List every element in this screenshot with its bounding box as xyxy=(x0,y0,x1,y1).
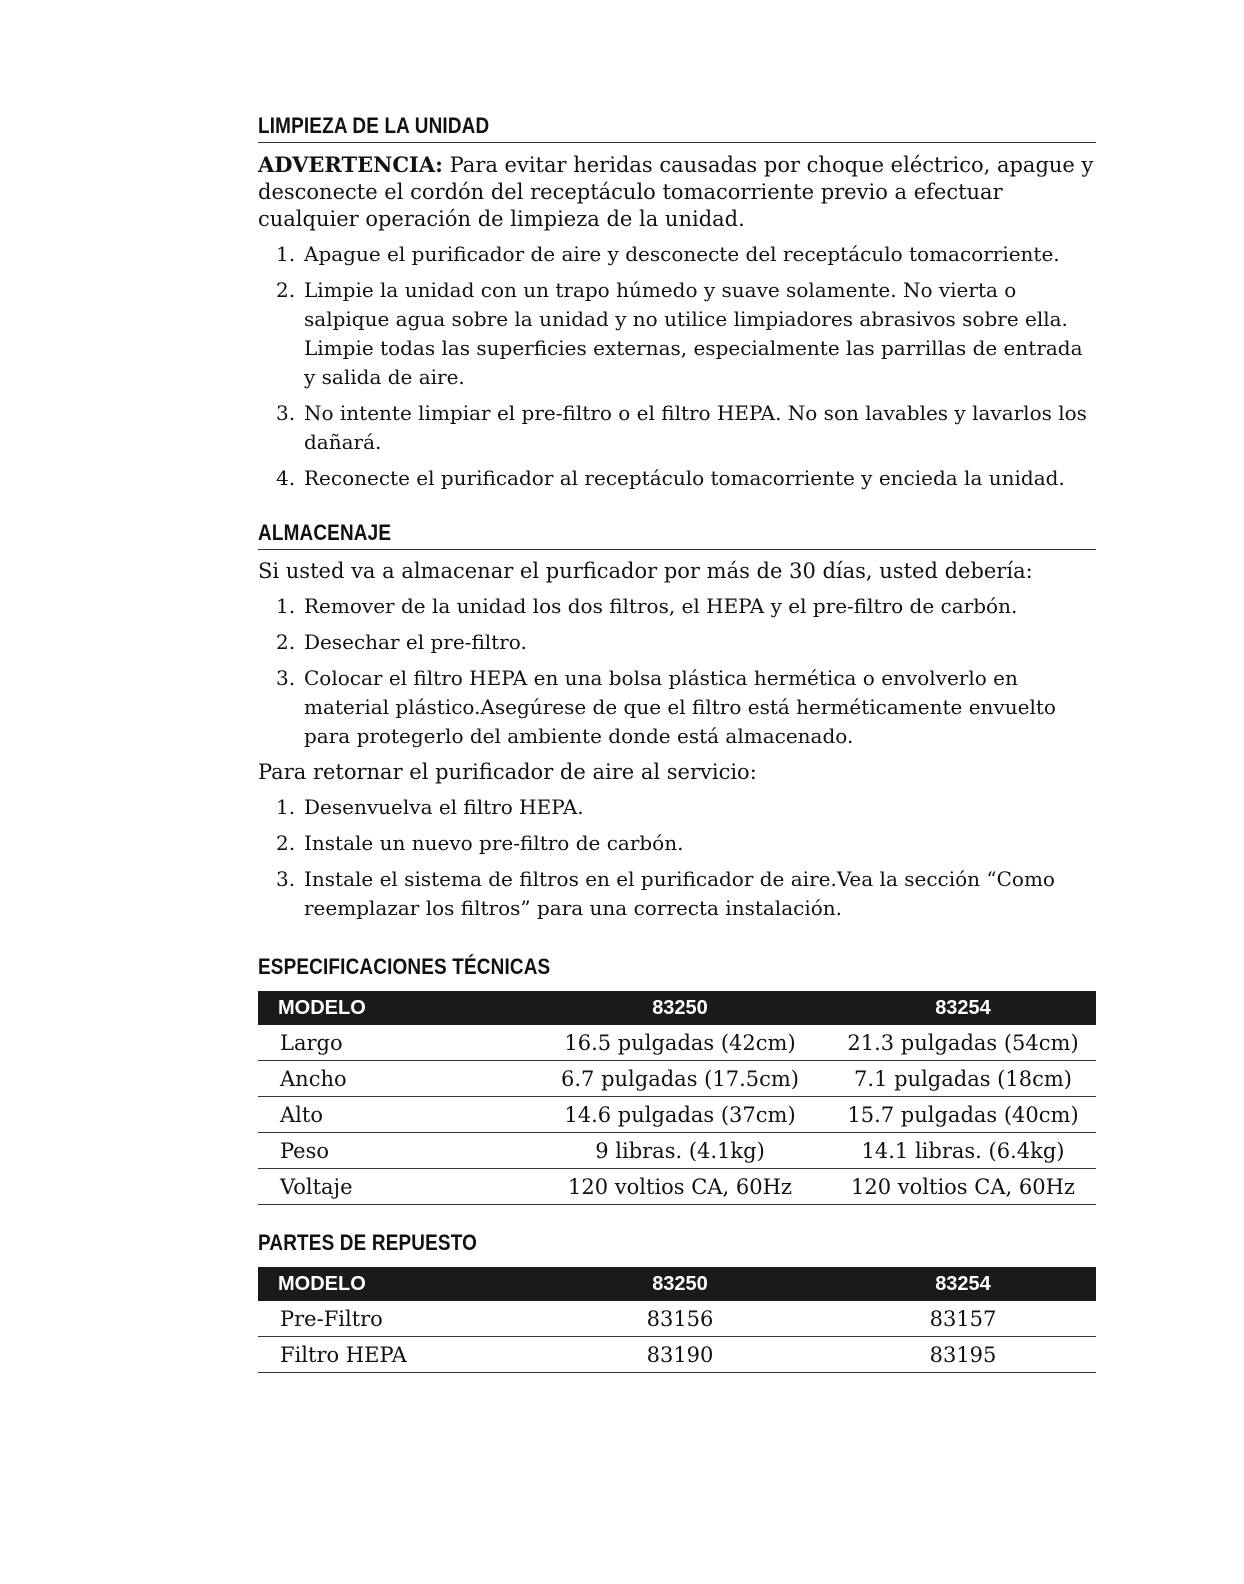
column-header: MODELO xyxy=(278,1272,366,1295)
table-row xyxy=(258,1061,1096,1097)
warning-paragraph xyxy=(258,151,1096,233)
storage-intro: Si usted va a almacenar el purficador por más de 30 días, usted debería: xyxy=(258,559,1033,583)
list-item xyxy=(258,399,1096,457)
table-cell: Alto xyxy=(258,1097,530,1133)
table-cell: Pre-Filtro xyxy=(258,1301,530,1337)
step-text: Apague el purificador de aire y desconecte del receptáculo tomacorriente. xyxy=(304,242,1060,266)
parts-heading: PARTES DE REPUESTO xyxy=(258,1230,477,1255)
table-cell: 14.6 pulgadas (37cm) xyxy=(530,1097,830,1133)
table-cell: 83156 xyxy=(530,1301,830,1337)
table-row xyxy=(258,1337,1096,1373)
cleaning-section xyxy=(258,112,1096,493)
table-cell: 120 voltios CA, 60Hz xyxy=(530,1169,830,1205)
divider xyxy=(258,142,1096,143)
step-text: Instale un nuevo pre-filtro de carbón. xyxy=(304,831,684,855)
column-header: 83250 xyxy=(652,1272,708,1295)
list-item xyxy=(258,628,1096,657)
table-cell: 6.7 pulgadas (17.5cm) xyxy=(530,1061,830,1097)
table-row xyxy=(258,1169,1096,1205)
list-item xyxy=(258,464,1096,493)
table-cell: Largo xyxy=(258,1025,530,1061)
table-row xyxy=(258,1025,1096,1061)
table-header-row xyxy=(258,991,1096,1025)
step-text: Desechar el pre-filtro. xyxy=(304,630,527,654)
table-cell: Peso xyxy=(258,1133,530,1169)
table-cell: 16.5 pulgadas (42cm) xyxy=(530,1025,830,1061)
step-number: 3. xyxy=(276,401,296,425)
table-cell: 83190 xyxy=(530,1337,830,1373)
table-cell: 120 voltios CA, 60Hz xyxy=(830,1169,1096,1205)
step-text: Limpie la unidad con un trapo húmedo y suave solamente. No vierta o salpique agua sobre la unidad y no utilice limpiadores abrasivos sobre ella. Limpie todas las superficies externas, especialmente las parrillas de entrada y salida de aire. xyxy=(304,278,1083,389)
step-text: Reconecte el purificador al receptáculo tomacorriente y encieda la unidad. xyxy=(304,466,1065,490)
step-number: 1. xyxy=(276,594,296,618)
column-header: MODELO xyxy=(278,996,366,1019)
specs-table xyxy=(258,991,1096,1205)
table-cell: 7.1 pulgadas (18cm) xyxy=(830,1061,1096,1097)
list-item xyxy=(258,240,1096,269)
step-number: 4. xyxy=(276,466,296,490)
list-item xyxy=(258,865,1096,923)
step-number: 3. xyxy=(276,867,296,891)
cleaning-steps xyxy=(258,240,1096,493)
list-item xyxy=(258,829,1096,858)
list-item xyxy=(258,592,1096,621)
return-steps xyxy=(258,793,1096,923)
step-text: Colocar el filtro HEPA en una bolsa plástica hermética o envolverlo en material plástico.Asegúrese de que el filtro está herméticamente envuelto para protegerlo del ambiente donde está almacenado. xyxy=(304,666,1056,748)
table-row xyxy=(258,1133,1096,1169)
step-number: 2. xyxy=(276,630,296,654)
step-number: 1. xyxy=(276,242,296,266)
step-text: No intente limpiar el pre-filtro o el filtro HEPA. No son lavables y lavarlos los dañará. xyxy=(304,401,1087,454)
table-cell: 14.1 libras. (6.4kg) xyxy=(830,1133,1096,1169)
specs-section xyxy=(258,953,1096,1205)
step-text: Desenvuelva el filtro HEPA. xyxy=(304,795,584,819)
step-number: 1. xyxy=(276,795,296,819)
list-item xyxy=(258,276,1096,392)
table-cell: 83195 xyxy=(830,1337,1096,1373)
table-header-row xyxy=(258,1267,1096,1301)
step-number: 2. xyxy=(276,278,296,302)
table-row xyxy=(258,1097,1096,1133)
parts-section xyxy=(258,1229,1096,1373)
table-row xyxy=(258,1301,1096,1337)
table-cell: Ancho xyxy=(258,1061,530,1097)
table-cell: 9 libras. (4.1kg) xyxy=(530,1133,830,1169)
warning-text: Para evitar heridas causadas por choque eléctrico, apague y desconecte el cordón del receptáculo tomacorriente previo a efectuar cualquier operación de limpieza de la unidad. xyxy=(258,153,1094,231)
step-number: 3. xyxy=(276,666,296,690)
table-cell: 83157 xyxy=(830,1301,1096,1337)
cleaning-heading: LIMPIEZA DE LA UNIDAD xyxy=(258,113,490,138)
list-item xyxy=(258,793,1096,822)
storage-steps xyxy=(258,592,1096,751)
step-text: Remover de la unidad los dos filtros, el HEPA y el pre-filtro de carbón. xyxy=(304,594,1018,618)
manual-page xyxy=(258,112,1096,1373)
column-header: 83254 xyxy=(935,996,991,1019)
storage-heading: ALMACENAJE xyxy=(258,520,392,545)
specs-heading: ESPECIFICACIONES TÉCNICAS xyxy=(258,954,551,979)
storage-section xyxy=(258,519,1096,923)
column-header: 83254 xyxy=(935,1272,991,1295)
table-cell: Filtro HEPA xyxy=(258,1337,530,1373)
table-cell: 15.7 pulgadas (40cm) xyxy=(830,1097,1096,1133)
table-cell: 21.3 pulgadas (54cm) xyxy=(830,1025,1096,1061)
step-text: Instale el sistema de filtros en el purificador de aire.Vea la sección “Como reemplazar los filtros” para una correcta instalación. xyxy=(304,867,1055,920)
return-intro: Para retornar el purificador de aire al servicio: xyxy=(258,760,757,784)
table-cell: Voltaje xyxy=(258,1169,530,1205)
warning-label: ADVERTENCIA: xyxy=(258,152,443,177)
divider xyxy=(258,549,1096,550)
step-number: 2. xyxy=(276,831,296,855)
column-header: 83250 xyxy=(652,996,708,1019)
list-item xyxy=(258,664,1096,751)
parts-table xyxy=(258,1267,1096,1373)
